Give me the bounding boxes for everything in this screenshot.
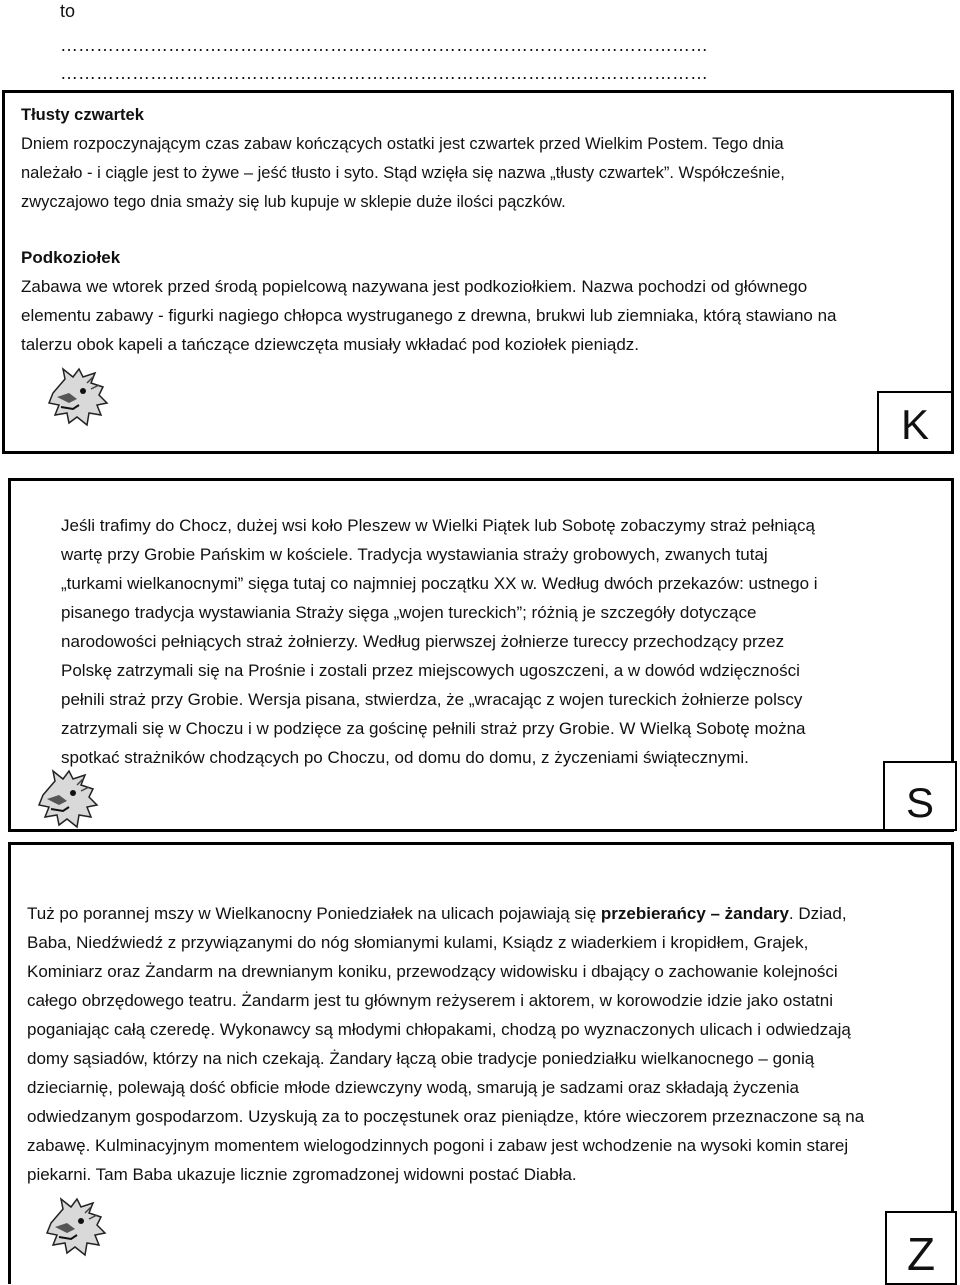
wolf-head-icon	[41, 1193, 113, 1265]
text-line: Jeśli trafimy do Chocz, dużej wsi koło Pleszew w Wielki Piątek lub Sobotę zobaczymy straż pełniącą	[61, 516, 815, 535]
text-line: Kominiarz oraz Żandarm na drewnianym koniku, przewodzący widowisku i dbający o zachowanie kolejności	[27, 962, 838, 981]
text-line: domy sąsiadów, którzy na nich czekają. Żandary łączą obie tradycje poniedziałku wielkanocnego – gonią	[27, 1049, 815, 1068]
text-line: zatrzymali się w Choczu i w podzięce za gościnę pełnili straż przy Grobie. W Wielką Sobotę można	[61, 719, 806, 738]
text-after-bold: . Dziad,	[788, 904, 847, 923]
text-line-first	[27, 899, 952, 928]
text-line: dzieciarnię, polewają dość obficie młode dziewczyny wodą, smarują je sadzami oraz składają życzenia	[27, 1078, 799, 1097]
text-line: narodowości pełniących straż żołnierzy. Według pierwszej żołnierze tureccy przechodzący przez	[61, 632, 785, 651]
section-straz-grobowa	[61, 511, 941, 772]
card-z	[8, 842, 954, 1284]
wolf-head-icon	[43, 363, 115, 435]
text-line: pisanego tradycja wystawiania Straży sięga „wojen tureckich”; różnią je szczegóły dotyczące	[61, 603, 757, 622]
text-line: Zabawa we wtorek przed środą popielcową nazywana jest podkoziołkiem. Nazwa pochodzi od głównego	[21, 277, 808, 296]
dotted-line: ………………………………………………………………………………………………	[60, 35, 708, 55]
section-tlusty-czwartek	[21, 101, 951, 217]
card-s	[8, 478, 954, 832]
text-line: Baba, Niedźwiedź z przywiązanymi do nóg słomianymi kulami, Ksiądz z wiaderkiem i kropidłem, Grajek,	[27, 933, 809, 952]
section-zandary	[27, 899, 952, 1189]
header-word: to	[60, 1, 76, 21]
text-line: wartę przy Grobie Pańskim w kościele. Tradycja wystawiania straży grobowych, zwanych tutaj	[61, 545, 768, 564]
text-line: pełnili straż przy Grobie. Wersja pisana, stwierdza, że „wracając z wojen tureckich żołnierze polscy	[61, 690, 803, 709]
text-line: spotkać strażników chodzących po Choczu, od domu do domu, z życzeniami świątecznymi.	[61, 748, 749, 767]
text-line: całego obrzędowego teatru. Żandarm jest tu głównym reżyserem i aktorem, w korowodzie idzie jako ostatni	[27, 991, 833, 1010]
text-line: talerzu obok kapeli a tańczące dziewczęta musiały wkładać pod koziołek pieniądz.	[21, 335, 640, 354]
text-line: Polskę zatrzymali się na Prośnie i zostali przez miejscowych ugoszczeni, a w dowód wdzięczności	[61, 661, 800, 680]
letter-box-k: K	[877, 391, 953, 453]
text-line: zwyczajowo tego dnia smaży się lub kupuje w sklepie duże ilości pączków.	[21, 193, 566, 211]
text-line: należało - i ciągle jest to żywe – jeść tłusto i syto. Stąd wzięła się nazwa „tłusty czwartek”. Współcześnie,	[21, 164, 785, 182]
text-line: odwiedzanym gospodarzom. Uzyskują za to poczęstunek oraz pieniądze, które wieczorem przeznaczone są na	[27, 1107, 865, 1126]
section-title: Podkoziołek	[21, 248, 121, 267]
section-podkoziolek	[21, 243, 951, 359]
text-line: zabawę. Kulminacyjnym momentem wielogodzinnych pogoni i zabaw jest wchodzenie na wysoki komin starej	[27, 1136, 849, 1155]
letter-box-s: S	[883, 761, 957, 831]
text-line: „turkami wielkanocnymi” sięga tutaj co najmniej początku XX w. Według dwóch przekazów: ustnego i	[61, 574, 818, 593]
card-k	[2, 90, 954, 454]
text-line: Dniem rozpoczynającym czas zabaw kończących ostatki jest czwartek przed Wielkim Postem. Tego dnia	[21, 135, 784, 153]
dotted-line: ………………………………………………………………………………………………	[60, 63, 708, 83]
letter-box-z: Z	[885, 1211, 957, 1285]
text-before-bold: Tuż po porannej mszy w Wielkanocny Poniedziałek na ulicach pojawiają się	[27, 904, 601, 923]
bold-phrase: przebierańcy – żandary	[600, 904, 789, 923]
text-line: elementu zabawy - figurki nagiego chłopca wystruganego z drewna, brukwi lub ziemniaka, którą stawiano na	[21, 306, 837, 325]
wolf-head-icon	[33, 765, 105, 837]
section-title: Tłusty czwartek	[21, 106, 144, 124]
text-line: piekarni. Tam Baba ukazuje licznie zgromadzonej widowni postać Diabła.	[27, 1165, 577, 1184]
text-line: poganiając całą czeredę. Wykonawcy są młodymi chłopakami, chodzą po wyznaczonych ulicach i odwiedzają	[27, 1020, 851, 1039]
